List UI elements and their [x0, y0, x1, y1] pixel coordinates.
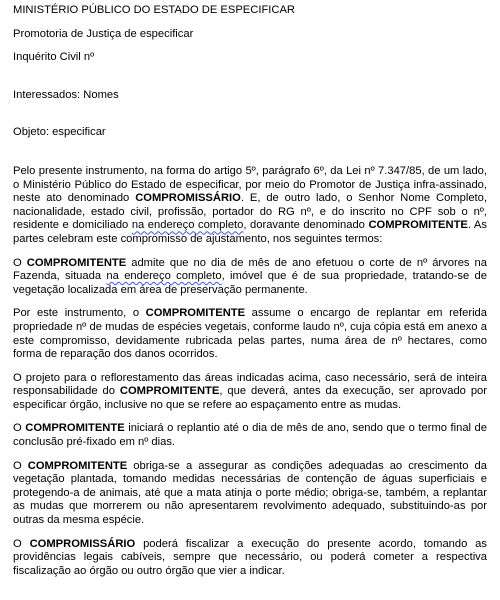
- inquerito-line: Inquérito Civil nº: [13, 51, 95, 64]
- term-compromissario: COMPROMISSÁRIO: [135, 192, 241, 205]
- term-compromitente: COMPROMITENTE: [368, 219, 468, 232]
- term-compromitente: COMPROMITENTE: [119, 385, 220, 398]
- objeto-line: Objeto: especificar: [13, 126, 106, 139]
- text-run: Por este instrumento, o: [13, 307, 146, 320]
- paragraph-fiscalizacao: [13, 538, 487, 579]
- text-run: , imóvel que é de sua propriedade, tratando-se de vegetação localizada em área de preservação permanente.: [13, 270, 487, 296]
- term-compromitente: COMPROMITENTE: [145, 307, 246, 320]
- text-run: O: [13, 256, 27, 269]
- paragraph-admissao: [13, 257, 487, 298]
- text-run: , doravante denominado: [243, 219, 369, 232]
- spellcheck-address: na endereço completo: [106, 270, 222, 283]
- interessados-line: Interessados: Nomes: [13, 88, 119, 101]
- text-run: assume o encargo de replantar em referida propriedade nº de mudas de espécies vegetais, conforme laudo nº, cuja cópia está em anexo a este compromisso, devidamente rubricada pelas partes, numa área de nº hectares, como forma de reparação dos danos ocorridos.: [13, 307, 487, 361]
- text-run: O: [13, 537, 30, 550]
- paragraph-obrigacoes: [13, 460, 487, 528]
- term-compromitente: COMPROMITENTE: [26, 256, 127, 269]
- text-run: Pelo presente instrumento, na forma do artigo 5º, parágrafo 6º, da Lei nº 7.347/85, de um lado, o Ministério Público do Estado de especificar, por meio do Promotor de Justiça infra-assinado, neste ato denominado: [13, 164, 487, 205]
- spellcheck-address: na endereço completo: [131, 219, 244, 232]
- text-run: O: [13, 422, 26, 435]
- paragraph-projeto: [13, 372, 487, 413]
- paragraph-prazo: [13, 422, 487, 449]
- term-compromitente: COMPROMITENTE: [25, 422, 125, 435]
- document-title: MINISTÉRIO PÚBLICO DO ESTADO DE ESPECIFICAR: [13, 4, 296, 16]
- term-compromissario: COMPROMISSÁRIO: [29, 537, 136, 550]
- paragraph-replantio: [13, 307, 487, 361]
- promotoria-line: Promotoria de Justiça de especificar: [13, 27, 194, 40]
- paragraph-preambulo: [13, 165, 487, 247]
- text-run: iniciará o replantio até o dia de mês de ano, sendo que o termo final de conclusão pré-fixado em nº dias.: [13, 422, 488, 449]
- text-run: O projeto para o reflorestamento das áreas indicadas acima, caso necessário, será de inteira responsabilidade do: [13, 371, 487, 398]
- text-run: admite que no dia de mês de ano efetuou o corte de nº árvores na Fazenda, situada: [13, 256, 487, 283]
- text-run: . As partes celebram este compromisso de ajustamento, nos seguintes termos:: [13, 219, 487, 245]
- text-run: . E, de outro lado, o Senhor Nome Completo, nacionalidade, estado civil, profissão, portador do RG nº, e do inscrito no CPF sob o nº, residente e domiciliado: [13, 192, 487, 232]
- text-run: , que deverá, antes da execução, ser aprovado por especificar órgão, inclusive no que se refere ao espaçamento entre as mudas.: [13, 385, 487, 411]
- text-run: poderá fiscalizar a execução do presente acordo, tomando as providências legais cabíveis, sempre que necessário, ou poderá cometer a respectiva fiscalização ao órgão ou outro órgão que vier a indicar.: [13, 537, 488, 577]
- text-run: O: [13, 459, 28, 472]
- text-run: obriga-se a assegurar as condições adequadas ao crescimento da vegetação plantada, tomando medidas necessárias de contenção de águas superficiais e protegendo-a de animais, até que a mata atinja o porte médio; obriga-se, também, a replantar as mudas que morrerem ou não apresentarem revolvimento adequado, substituindo-as por outras da mesma espécie.: [13, 459, 487, 527]
- term-compromitente: COMPROMITENTE: [27, 459, 128, 472]
